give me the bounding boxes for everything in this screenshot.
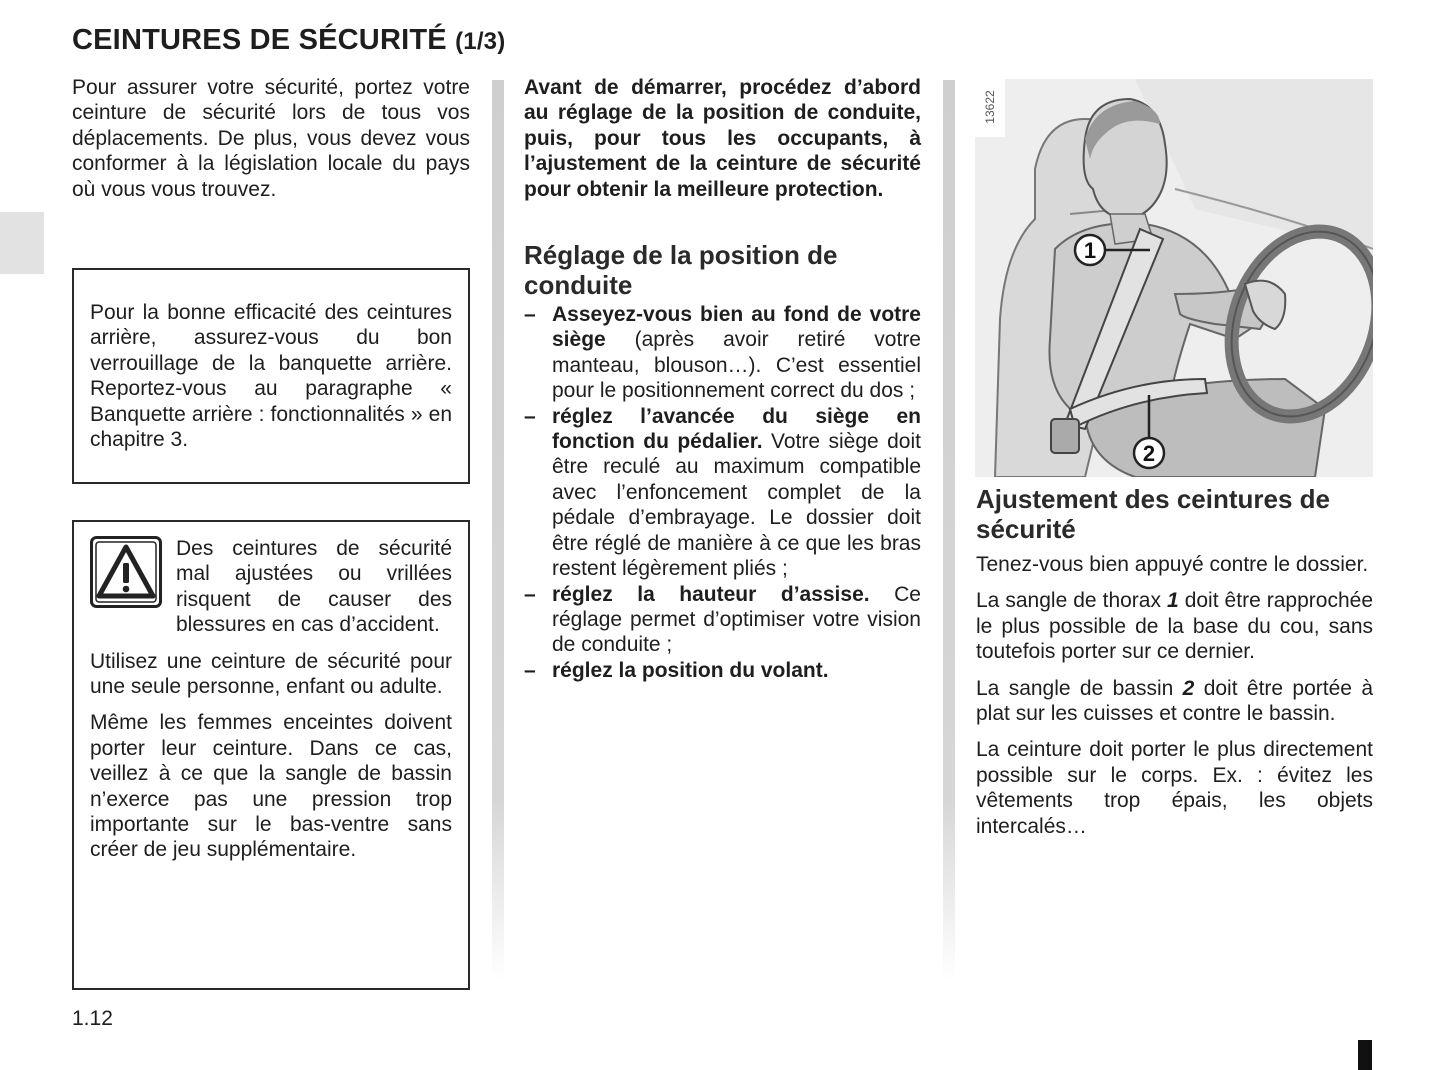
- paragraph-lean-back: Tenez-vous bien appuyé contre le dossier.: [976, 553, 1369, 576]
- driver-seatbelt-drawing: [975, 79, 1373, 477]
- warning-text-1: Des ceintures de sécurité mal ajustées ou vrillées risquent de causer des blessures en cas d’accident.: [176, 537, 452, 637]
- chapter-tab-marker: [0, 212, 44, 274]
- column3: [976, 484, 1373, 839]
- title-suffix: (1/3): [455, 28, 506, 55]
- warning-text-2: Utilisez une ceinture de sécurité pour une seule personne, enfant ou adulte.: [90, 649, 452, 699]
- warning-triangle-icon: [90, 536, 162, 608]
- warning-text-3: Même les femmes enceintes doivent porter leur ceinture. Dans ce cas, veillez à ce que la sangle de bassin n’exerce pas une pression trop importante sur le bas-ventre sans créer de jeu supplémentaire.: [90, 711, 452, 862]
- warning-box: [72, 520, 470, 990]
- callout-1-label: 1: [1083, 238, 1097, 263]
- list-item: – réglez l’avancée du siège en fonction du pédalier. Votre siège doit être reculé au maximum compatible avec l’enfoncement complet de la pédale d’embrayage. Le dossier doit être réglé de manière à ce que les bras restent légèrement pliés ;: [524, 404, 921, 582]
- column2-intro: Avant de démarrer, procédez d’abord au réglage de la position de conduite, puis, pour tous les occupants, à l’ajustement de la ceinture de sécurité pour obtenir la meilleure protection.: [524, 76, 921, 201]
- list-item: – réglez la hauteur d’assise. Ce réglage permet d’optimiser votre vision de conduite ;: [524, 582, 921, 658]
- paragraph-chest-strap: La sangle de thorax 1 doit être rapprochée le plus possible de la base du cou, sans toutefois porter sur ce dernier.: [976, 589, 1373, 664]
- page-title: [72, 24, 505, 57]
- paragraph-lap-strap: La sangle de bassin 2 doit être portée à plat sur les cuisses et contre le bassin.: [976, 676, 1373, 726]
- figure-ref-number: 13622: [983, 90, 997, 124]
- list-item: – Asseyez-vous bien au fond de votre siège (après avoir retiré votre manteau, blouson…). C’est essentiel pour le positionnement correct du dos ;: [524, 302, 921, 404]
- section-heading-driving-position: Réglage de la position de conduite: [524, 240, 838, 301]
- title-main: CEINTURES DE SÉCURITÉ: [72, 24, 447, 56]
- column1-intro: Pour assurer votre sécurité, portez votre ceinture de sécurité lors de tous vos déplacements. De plus, vous devez vous conformer à la législation locale du pays où vous vous trouvez.: [72, 76, 470, 201]
- note-box-text: Pour la bonne efficacité des ceintures arrière, assurez-vous du bon verrouillage de la banquette arrière. Reportez-vous au paragraphe « Banquette arrière : fonctionnalités » en chapitre 3.: [90, 301, 452, 452]
- callout-2-label: 2: [1142, 441, 1156, 466]
- paragraph-belt-contact: La ceinture doit porter le plus directement possible sur le corps. Ex. : évitez les vêtements trop épais, les objets intercalés…: [976, 738, 1373, 838]
- seatbelt-illustration: [975, 79, 1373, 477]
- list-item: – réglez la position du volant.: [524, 658, 921, 683]
- note-box: [72, 268, 470, 484]
- page-number: 1.12: [72, 1007, 113, 1030]
- column-divider-2: [943, 80, 955, 980]
- adjustment-list: [524, 302, 921, 683]
- section-heading-belt-adjustment: Ajustement des ceintures de sécurité: [976, 484, 1330, 544]
- column2: [524, 75, 921, 683]
- page-corner-marker: [1358, 1040, 1372, 1070]
- warning-row: [90, 536, 452, 638]
- column-divider-1: [492, 80, 504, 980]
